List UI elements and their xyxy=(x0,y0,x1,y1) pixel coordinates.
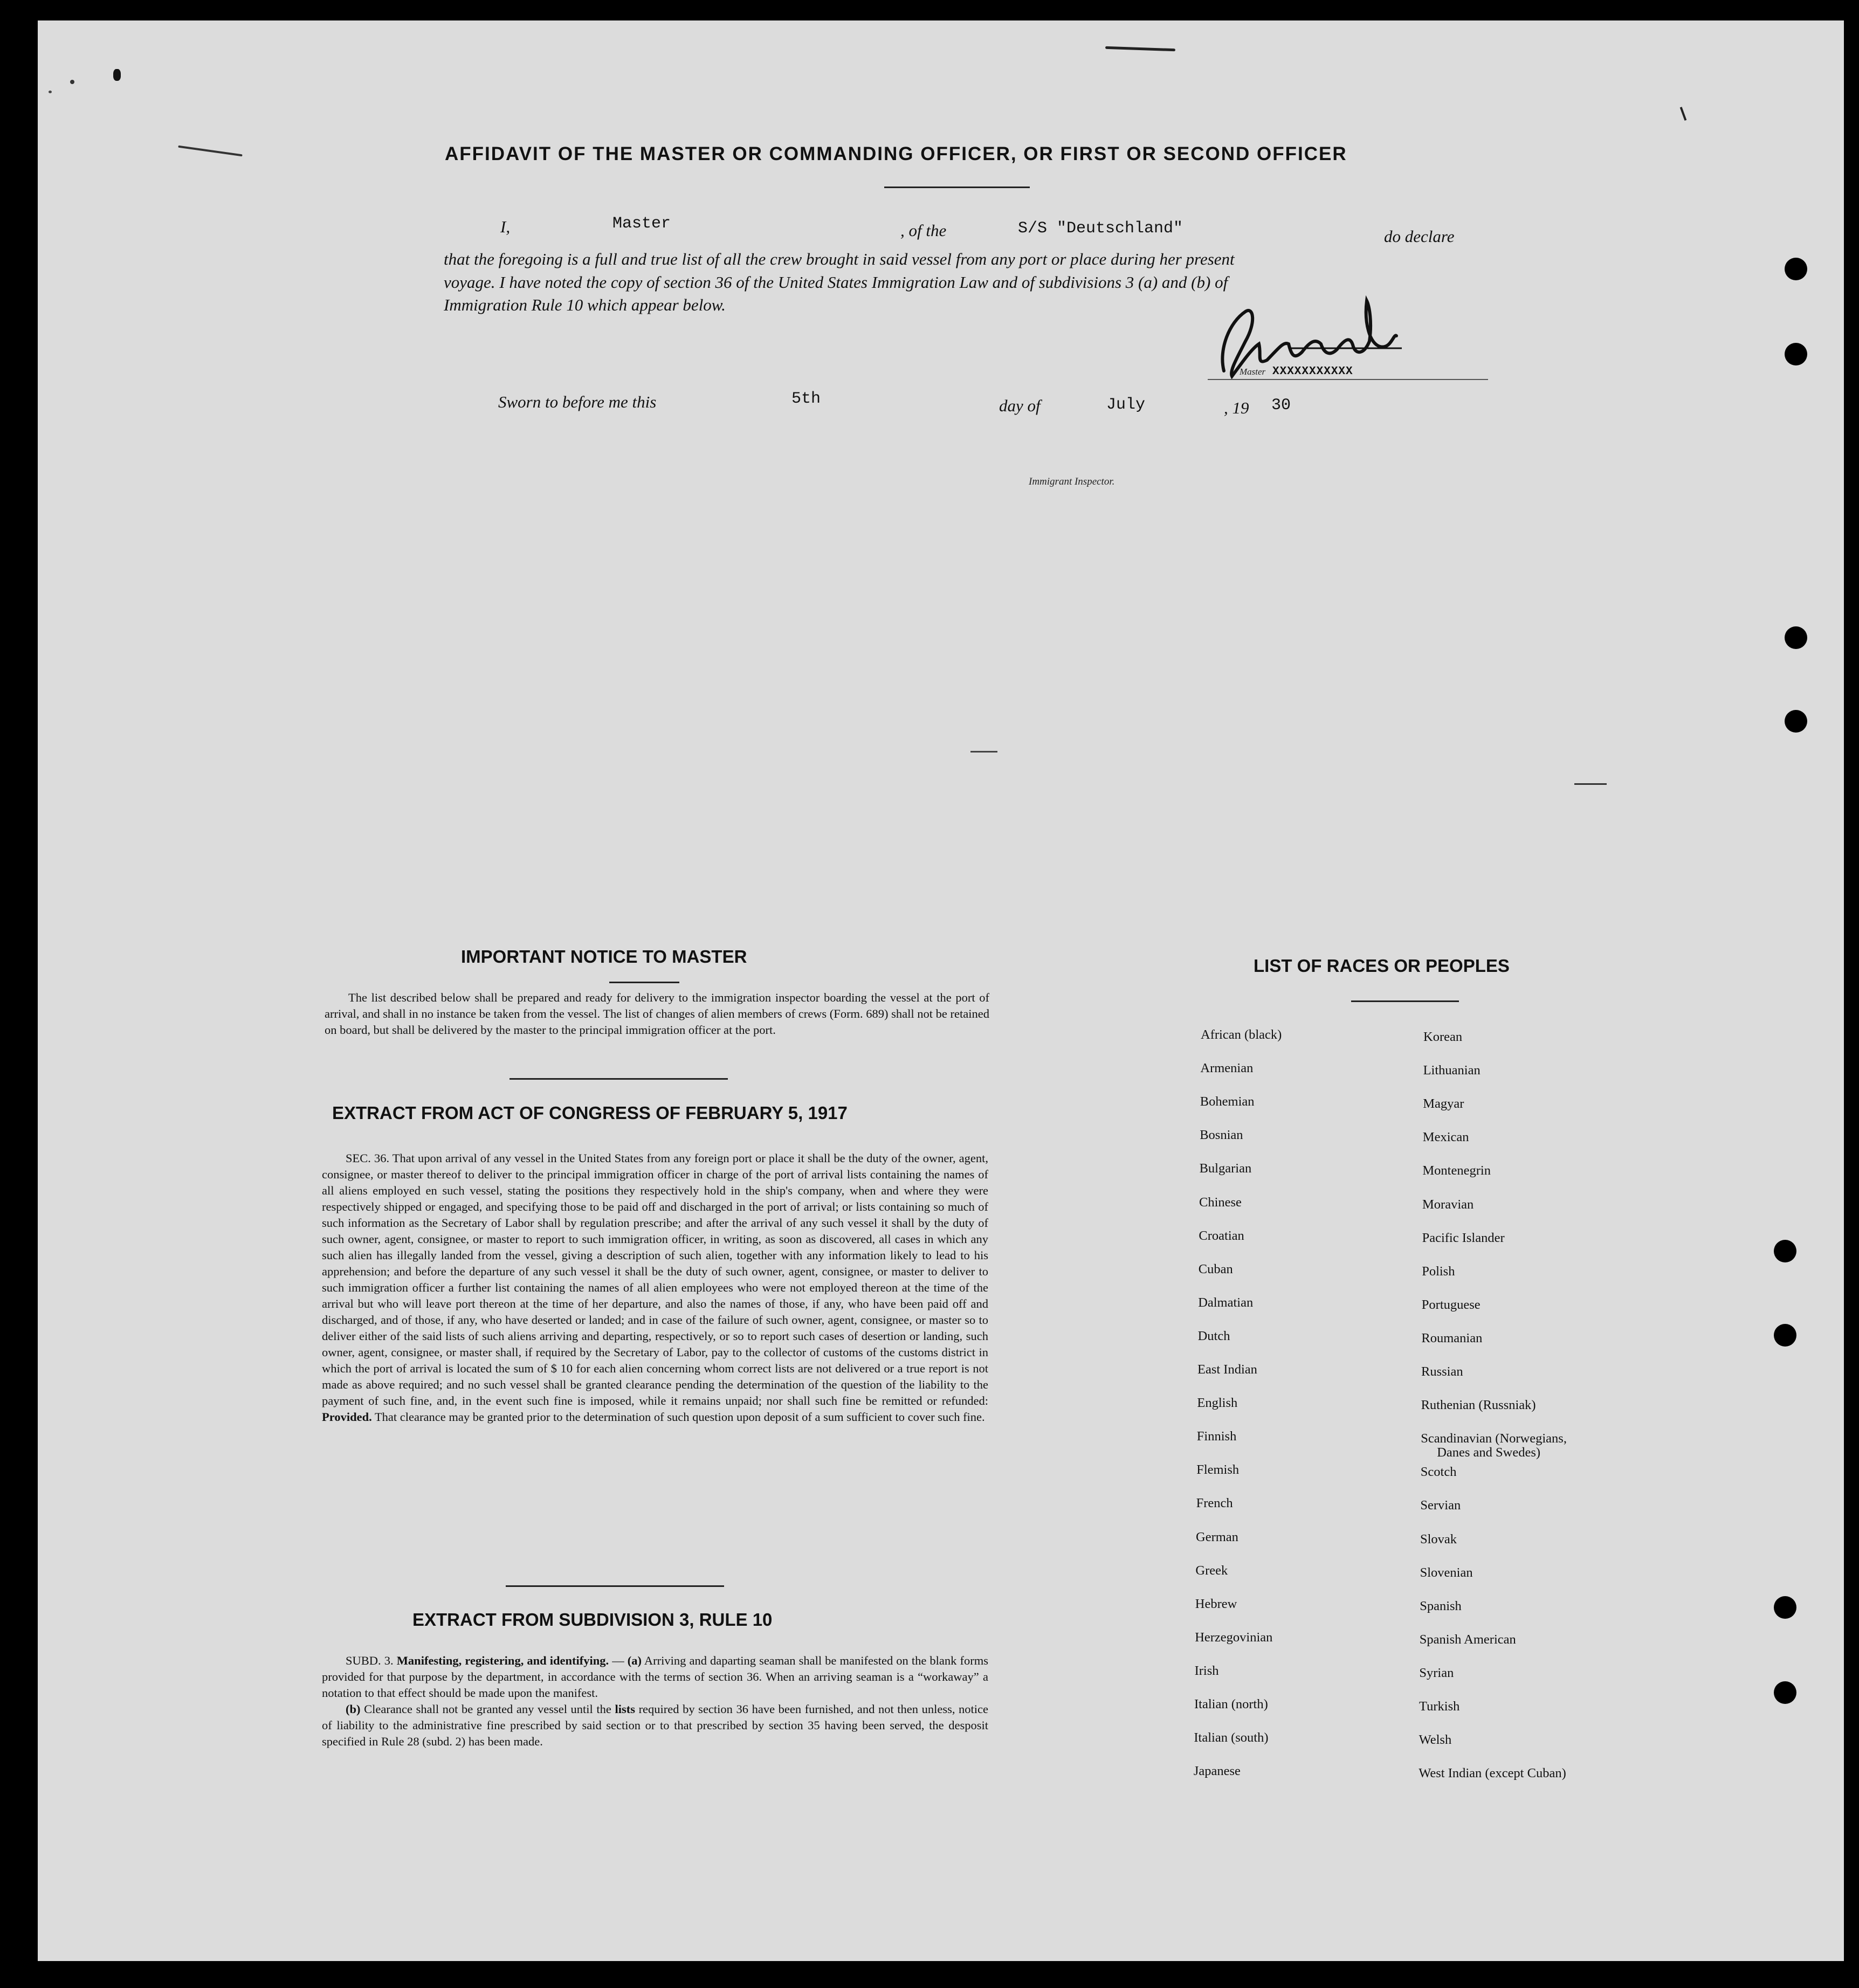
race-item: Herzegovinian xyxy=(1195,1630,1273,1645)
race-item: Ruthenian (Russniak) xyxy=(1421,1398,1536,1413)
affidavit-title-rule xyxy=(884,187,1030,188)
notice-body xyxy=(325,990,989,1038)
inspector-label: Immigrant Inspector. xyxy=(1029,476,1115,487)
subd-a-label: (a) xyxy=(627,1654,642,1667)
race-item: Armenian xyxy=(1200,1061,1254,1076)
extract-act-rule xyxy=(506,1585,724,1587)
subd-b-lists: lists xyxy=(615,1702,635,1716)
race-item: Bulgarian xyxy=(1199,1161,1252,1176)
rank-field[interactable]: Master xyxy=(612,215,671,233)
race-item: East Indian xyxy=(1197,1362,1257,1377)
race-item: Spanish American xyxy=(1419,1632,1516,1647)
signature-caption: Master xyxy=(1240,367,1266,377)
subd-heading: Manifesting, registering, and identifying. xyxy=(396,1654,609,1667)
ink-speck xyxy=(113,69,121,81)
race-item: Lithuanian xyxy=(1423,1063,1481,1078)
race-item: Cuban xyxy=(1198,1261,1233,1276)
affidavit-line-4: Immigration Rule 10 which appear below. xyxy=(444,295,726,314)
binder-hole xyxy=(1774,1240,1796,1262)
race-item: Portuguese xyxy=(1421,1297,1481,1312)
notice-rule xyxy=(509,1078,728,1080)
race-item: Servian xyxy=(1420,1498,1461,1513)
affidavit-line-3: voyage. I have noted the copy of section 36 of the United States Immigration Law and of subdivisions 3 (a) and (b) of xyxy=(444,273,1228,292)
subd-b-text-1: Clearance shall not be granted any vessel until the xyxy=(364,1702,611,1716)
affidavit-line-2: that the foregoing is a full and true list of all the crew brought in said vessel from any port or place during her present xyxy=(444,250,1235,268)
binder-hole xyxy=(1774,1596,1796,1619)
sec36-text: SEC. 36. That upon arrival of any vessel in the United States from any foreign port or place it shall be the duty of the owner, agent, consignee, or master thereof to deliver to the principal immigration officer in charge of the port of arrival lists containing the names of all aliens employed en such vessel, stating the positions they respectively hold in the ship's company, when and where they were respectively shipped or engaged, and specifying those to be paid off and discharged in the port of arrival; or lists containing so much of such information as the Secretary of Labor shall by regulation prescribe; and after the arrival of any such vessel it shall by the duty of such owner, agent, consignee, or master to report to such immigration officer, in writing, as soon as discovered, all cases in which any such alien has illegally landed from the vessel, giving a description of such alien, together with any information likely to lead to his apprehension; and before the departure of any such vessel it shall be the duty of such owner, agent, consignee, or master to deliver to such immigration officer a further list containing the names of all alien employees who were not employed thereon at the time of the arrival but who will leave port thereon at the time of her departure, and also the names of those, if any, who have been paid off and discharged, and of those, if any, who have deserted or landed; and in case of the failure of such owner, agent, consignee, or master so to deliver either of the said lists of such aliens arriving and departing, respectively, or so to report such cases of desertion or landing, such owner, agent, consignee, or master shall, if required by the Secretary of Labor, pay to the collector of customs of the customs district in which the port of arrival is located the sum of $ 10 for each alien concerning whom correct lists are not delivered or a true report is not made as above required; and no such vessel shall be granted clearance pending the determination of the question of the liability to the payment of such fine, and, in the event such fine is imposed, while it remains unpaid; nor shall such fine be remitted or refunded: xyxy=(322,1151,988,1407)
binder-hole xyxy=(1785,626,1807,649)
race-item: Mexican xyxy=(1422,1130,1469,1145)
race-item: Korean xyxy=(1423,1030,1463,1044)
affidavit-of-the-label: , of the xyxy=(900,221,947,240)
race-item: Irish xyxy=(1194,1663,1219,1678)
race-item: Montenegrin xyxy=(1422,1163,1491,1178)
race-item: Slovenian xyxy=(1420,1565,1473,1580)
race-item: Bohemian xyxy=(1200,1094,1255,1109)
race-item: Hebrew xyxy=(1195,1596,1237,1611)
year-prefix: , 19 xyxy=(1224,398,1249,417)
notice-title-rule xyxy=(609,982,679,983)
race-item: Bosnian xyxy=(1200,1128,1243,1143)
affidavit-i-label: I, xyxy=(500,217,511,236)
extract-rule-body xyxy=(322,1653,988,1750)
sworn-month-field[interactable]: July xyxy=(1106,396,1146,414)
race-item: Chinese xyxy=(1199,1195,1242,1210)
race-item: Welsh xyxy=(1419,1732,1452,1748)
race-item: Syrian xyxy=(1419,1665,1454,1680)
subd-b-text-2: required by section 36 have been furnished, and not then unless, notice of liability to the administrative fine prescribed by said section or to that prescribed by section 35 having been served, the desposit specified in Rule 28 (subd. 2) has been made. xyxy=(322,1702,989,1748)
race-item: West Indian (except Cuban) xyxy=(1419,1766,1566,1781)
race-item: Moravian xyxy=(1422,1197,1474,1212)
race-item: English xyxy=(1197,1396,1238,1411)
subd-b-label: (b) xyxy=(346,1702,361,1716)
day-of-label: day of xyxy=(999,396,1041,415)
extract-act-body xyxy=(322,1150,988,1425)
race-item: Roumanian xyxy=(1421,1330,1483,1345)
race-item: Dalmatian xyxy=(1198,1295,1254,1310)
ink-stroke xyxy=(178,146,242,157)
binder-hole xyxy=(1785,343,1807,365)
race-item: Scandinavian (Norwegians, xyxy=(1421,1431,1567,1446)
document-page xyxy=(38,20,1844,1961)
ink-stroke xyxy=(1680,107,1687,121)
binder-hole xyxy=(1774,1324,1796,1347)
race-item: Dutch xyxy=(1197,1328,1230,1343)
sworn-label: Sworn to before me this xyxy=(498,392,657,411)
race-item: Spanish xyxy=(1420,1598,1462,1613)
race-item: Slovak xyxy=(1420,1531,1457,1547)
subd-a-text: Arriving and daparting seaman shall be manifested on the blank forms provided for that purpose by the department, in accordance with the terms of section 36. When an arriving seaman is a “workaway” a notation to that effect should be made upon the manifest. xyxy=(322,1654,988,1700)
extract-act-title: EXTRACT FROM ACT OF CONGRESS OF FEBRUARY 5, 1917 xyxy=(332,1103,848,1123)
vessel-field[interactable]: S/S "Deutschland" xyxy=(1018,219,1183,238)
binder-hole xyxy=(1785,258,1807,280)
race-item: Croatian xyxy=(1199,1228,1244,1243)
race-item: Magyar xyxy=(1423,1096,1464,1112)
race-item: Pacific Islander xyxy=(1422,1230,1505,1245)
races-title-rule xyxy=(1351,1000,1459,1002)
race-item: Greek xyxy=(1195,1563,1228,1578)
affidavit-declare-label: do declare xyxy=(1384,227,1455,246)
race-item: German xyxy=(1196,1529,1238,1544)
ink-stroke xyxy=(970,751,997,753)
notice-paragraph: The list described below shall be prepared and ready for delivery to the immigration inspector boarding the vessel at the port of arrival, and shall in no instance be taken from the vessel. The list of changes of alien members of crews (Form. 689) shall not be retained on board, but shall be delivered by the master to the principal immigration officer at the port. xyxy=(325,991,989,1037)
race-item: Finnish xyxy=(1196,1429,1237,1444)
ink-speck xyxy=(49,91,52,93)
binder-hole xyxy=(1774,1681,1796,1704)
sworn-day-field[interactable]: 5th xyxy=(791,390,821,408)
subd-label: SUBD. 3. xyxy=(346,1654,394,1667)
race-item: Scotch xyxy=(1420,1465,1457,1480)
race-item: Polish xyxy=(1422,1264,1455,1279)
struck-out-text: XXXXXXXXXXX xyxy=(1272,365,1353,378)
race-item: Danes and Swedes) xyxy=(1437,1445,1541,1460)
race-item: African (black) xyxy=(1201,1027,1282,1042)
sworn-year-field[interactable]: 30 xyxy=(1271,396,1291,415)
race-item: Italian (north) xyxy=(1194,1697,1268,1711)
ink-stroke xyxy=(1105,46,1175,52)
binder-hole xyxy=(1785,710,1807,733)
races-title: LIST OF RACES OR PEOPLES xyxy=(1254,956,1510,976)
notice-title: IMPORTANT NOTICE TO MASTER xyxy=(461,947,747,967)
affidavit-title: AFFIDAVIT OF THE MASTER OR COMMANDING OFFICER, OR FIRST OR SECOND OFFICER xyxy=(445,143,1347,164)
signature-line xyxy=(1208,379,1488,380)
ink-speck xyxy=(70,80,74,84)
subd-dash: — xyxy=(609,1654,628,1667)
race-item: Japanese xyxy=(1193,1764,1241,1779)
race-item: French xyxy=(1196,1496,1233,1511)
race-item: Flemish xyxy=(1196,1462,1240,1478)
race-item: Italian (south) xyxy=(1194,1730,1269,1745)
race-item: Russian xyxy=(1421,1364,1463,1379)
provided-label: Provided. xyxy=(322,1410,372,1424)
extract-rule-title: EXTRACT FROM SUBDIVISION 3, RULE 10 xyxy=(412,1610,773,1630)
race-item: Turkish xyxy=(1419,1699,1460,1714)
ink-stroke xyxy=(1574,783,1607,785)
sec36-text-end: That clearance may be granted prior to the determination of such question upon deposit of a sum sufficient to cover such fine. xyxy=(374,1410,985,1424)
